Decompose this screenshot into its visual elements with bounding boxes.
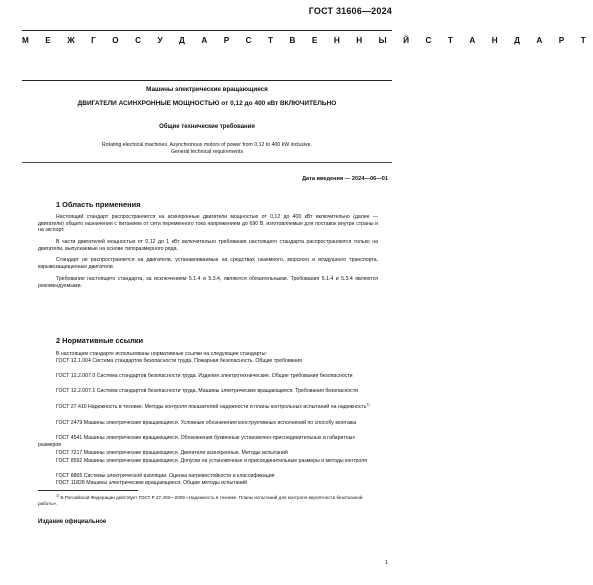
footnote-text: В Российской Федерации действует ГОСТ Р 27.403—2009 «Надежность в технике. Планы испытаний для контроля вероятности безотказной работы». xyxy=(38,495,363,506)
standard-number: ГОСТ 31606—2024 xyxy=(308,6,392,16)
footnote-rule xyxy=(38,490,138,491)
footnote-ref[interactable]: 1) xyxy=(366,402,370,407)
footnote xyxy=(38,495,378,507)
english-title-line-2: General technical requirements xyxy=(170,149,244,155)
scope-paragraph-2: В части двигателей мощностью от 0,12 до 1 кВт включительно требования настоящего стандарта распространяются только на двигатели, выпускаемые на основе типоразмерного ряда. xyxy=(38,239,378,252)
interstate-standard-banner: М Е Ж Г О С У Д А Р С Т В Е Н Н Ы Й С Т А Н Д А Р Т xyxy=(22,36,593,45)
reference-item: ГОСТ 7217 Машины электрические вращающиеся. Двигатели асинхронные. Методы испытаний xyxy=(56,450,288,456)
english-title-line-1: Rotating electrical machines. Asynchronous motors of power from 0,12 to 400 kW inclusive. xyxy=(102,142,312,148)
references-intro: В настоящем стандарте использованы нормативные ссылки на следующие стандарты: xyxy=(56,351,267,357)
section-2-heading: 2 Нормативные ссылки xyxy=(56,336,144,345)
top-rule xyxy=(22,30,392,31)
reference-text: ГОСТ 27.410 Надежность в технике. Методы контроля показателей надежности и планы контрольных испытаний на надежность xyxy=(56,404,367,410)
document-title: ДВИГАТЕЛИ АСИНХРОННЫЕ МОЩНОСТЬЮ от 0,12 до 400 кВт ВКЛЮЧИТЕЛЬНО xyxy=(77,100,337,107)
official-edition-label: Издание официальное xyxy=(38,519,107,525)
title-group: Машины электрические вращающиеся xyxy=(146,86,268,93)
reference-item: ГОСТ 11828 Машины электрические вращающиеся. Общие методы испытаний xyxy=(56,480,248,486)
scope-paragraph-1: Настоящий стандарт распространяется на асинхронные двигатели мощностью от 0,12 до 400 кВт включительно (далее — двигатели) общего назначения с питанием от сети переменного тока напряжением до 690 В, изготовляемые для поставок внутри страны и на экспорт. xyxy=(38,214,378,234)
title-rule xyxy=(22,162,392,163)
reference-item: ГОСТ 2479 Машины электрические вращающиеся. Условные обозначения конструктивных исполнений по способу монтажа xyxy=(56,420,357,426)
banner-rule xyxy=(22,80,392,81)
reference-item: ГОСТ 4541 Машины электрические вращающиеся. Обозначения буквенные установочно-присоединительных и габаритных размеров xyxy=(38,435,355,448)
reference-item: ГОСТ 12.2.007.1 Система стандартов безопасности труда. Машины электрические вращающиеся. Требования безопасности xyxy=(56,388,359,394)
scope-paragraph-3: Стандарт не распространяется на двигатели, устанавливаемые на средствах наземного, морского и воздушного транспорта, взрывозащищенные двигатели. xyxy=(38,257,378,270)
document-subtitle: Общие технические требования xyxy=(159,124,255,130)
page-number: 1 xyxy=(384,560,388,566)
footnote-mark: 1) xyxy=(56,493,60,498)
reference-item: ГОСТ 8592 Машины электрические вращающиеся. Допуски на установочные и присоединительные размеры и методы контроля xyxy=(56,458,368,464)
reference-item: ГОСТ 12.1.004 Система стандартов безопасности труда. Пожарная безопасность. Общие требования xyxy=(56,358,302,364)
reference-item: ГОСТ 8865 Системы электрической изоляции. Оценка нагревостойкости и классификация xyxy=(56,473,275,479)
scope-paragraph-4: Требования настоящего стандарта, за исключением 5.1.4 и 5.3.4, являются обязательными. Требования 5.1.4 и 5.3.4 являются рекомендуемыми. xyxy=(38,276,378,289)
section-1-heading: 1 Область применения xyxy=(56,200,141,209)
reference-item: ГОСТ 12.2.007.0 Система стандартов безопасности труда. Изделия электротехнические. Общие требования безопасности xyxy=(56,373,353,379)
reference-item xyxy=(38,404,378,411)
introduction-date: Дата введения — 2024—06—01 xyxy=(302,176,388,182)
